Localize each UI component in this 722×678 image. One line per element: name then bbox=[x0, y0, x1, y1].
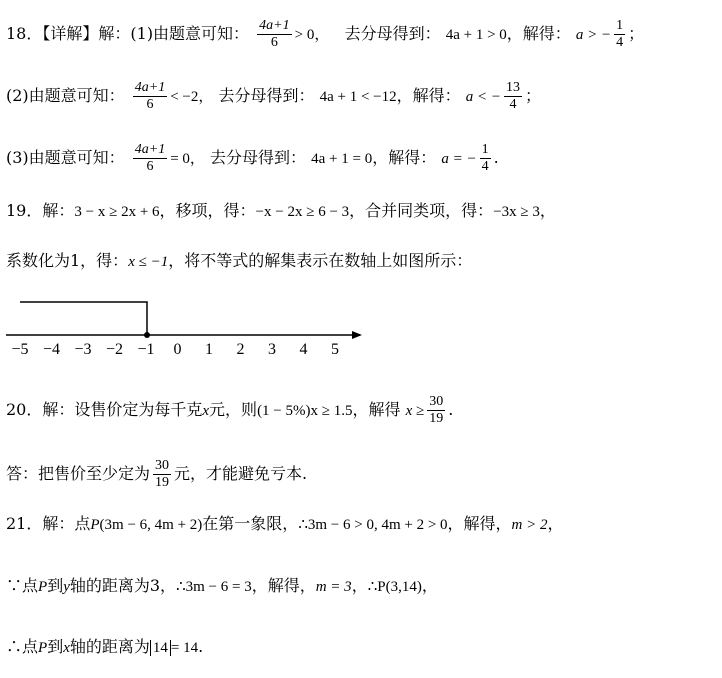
tick-label: 4 bbox=[299, 341, 308, 358]
point-coordinates: (3m − 6, 4m + 2) bbox=[99, 517, 203, 533]
fraction: $\frac{13}{4}$ bbox=[506, 80, 520, 112]
inequality: 3 − x ≥ 2x + 6 bbox=[74, 204, 160, 220]
solution-19-line1: 19．解：3 − x ≥ 2x + 6，移项，得：−x − 2x ≥ 6 − 3，合并同类项，得：−3x ≥ 3， bbox=[6, 201, 556, 220]
tick-label: −2 bbox=[105, 341, 124, 358]
tick-label: 3 bbox=[268, 341, 276, 358]
solution-21-line1: 21．解：点P(3m − 6, 4m + 2)在第一象限，∴3m − 6 > 0, 4m + 2 > 0，解得，m > 2， bbox=[6, 514, 564, 533]
inequality: −x − 2x ≥ 6 − 3 bbox=[255, 204, 350, 220]
number-line bbox=[0, 290, 380, 360]
inequality: ∴3m − 6 > 0, 4m + 2 > 0 bbox=[298, 517, 448, 533]
tick-label: 5 bbox=[331, 341, 339, 358]
equation: ∴3m − 6 = 3 bbox=[176, 579, 252, 595]
inequality: x ≤ −1 bbox=[128, 254, 169, 270]
fraction: $\frac{30}{19}$ bbox=[155, 458, 170, 490]
fraction: $\frac{4a+1}{6}$ bbox=[134, 142, 166, 174]
solution-21-line3: ∴点P到x轴的距离为 14 = 14. bbox=[6, 637, 204, 656]
fraction: $\frac{4a+1}{6}$ bbox=[259, 18, 290, 50]
solution-18-part1: 18．【详解】解：(1)由题意可知： $\frac{4a+1}{6}$ > 0， 去分母得到： 4a + 1 > 0，解得： a > − $\frac{1}{4}$ ； bbox=[6, 18, 645, 50]
solution-set-bracket bbox=[20, 302, 147, 335]
tick-label: −3 bbox=[74, 341, 92, 358]
axis-arrow bbox=[352, 331, 362, 339]
inequality: −3x ≥ 3 bbox=[493, 204, 540, 220]
tick-label: −5 bbox=[11, 341, 29, 358]
solution-21-line2: ∵点P到y轴的距离为3，∴3m − 6 = 3，解得，m = 3，∴P(3,14)， bbox=[6, 576, 438, 595]
tick-label: 2 bbox=[236, 341, 245, 358]
equation: 4a + 1 = 0 bbox=[311, 151, 373, 167]
solid-endpoint bbox=[144, 332, 150, 338]
fraction: $\frac{1}{4}$ bbox=[616, 18, 624, 50]
solution-19-line2: 系数化为1，得：x ≤ −1，将不等式的解集表示在数轴上如图所示： bbox=[6, 251, 473, 270]
absolute-value: 14 bbox=[150, 640, 171, 656]
solution-18-part2: (2)由题意可知： $\frac{4a+1}{6}$ < −2， 去分母得到： 4a + 1 < −12，解得： a < − $\frac{13}{4}$ ； bbox=[6, 80, 542, 112]
tick-label: 1 bbox=[205, 341, 213, 358]
detail-tag: 【详解】 bbox=[42, 24, 99, 43]
inequality: 4a + 1 < −12 bbox=[319, 89, 397, 105]
tick-label: 0 bbox=[173, 341, 182, 358]
tick-label: −1 bbox=[137, 341, 155, 358]
solution-18-part3: (3)由题意可知： $\frac{4a+1}{6}$ = 0， 去分母得到： 4a + 1 = 0，解得： a = − $\frac{1}{4}$ . bbox=[6, 142, 499, 174]
problem-number: 18． bbox=[6, 24, 43, 43]
tick-label: −4 bbox=[42, 341, 61, 358]
inequality: (1 − 5%)x ≥ 1.5 bbox=[257, 403, 353, 419]
fraction: $\frac{1}{4}$ bbox=[481, 142, 489, 174]
fraction: $\frac{4a+1}{6}$ bbox=[134, 80, 166, 112]
inequality: 4a + 1 > 0 bbox=[445, 27, 507, 43]
solution-20-answer: 答：把售价至少定为 $\frac{30}{19}$ 元，才能避免亏本. bbox=[6, 458, 308, 490]
fraction: $\frac{30}{19}$ bbox=[429, 394, 444, 426]
solution-20-line1: 20．解：设售价定为每千克x元，则(1 − 5%)x ≥ 1.5，解得 x ≥ $\frac{30}{19}$ . bbox=[6, 394, 454, 426]
